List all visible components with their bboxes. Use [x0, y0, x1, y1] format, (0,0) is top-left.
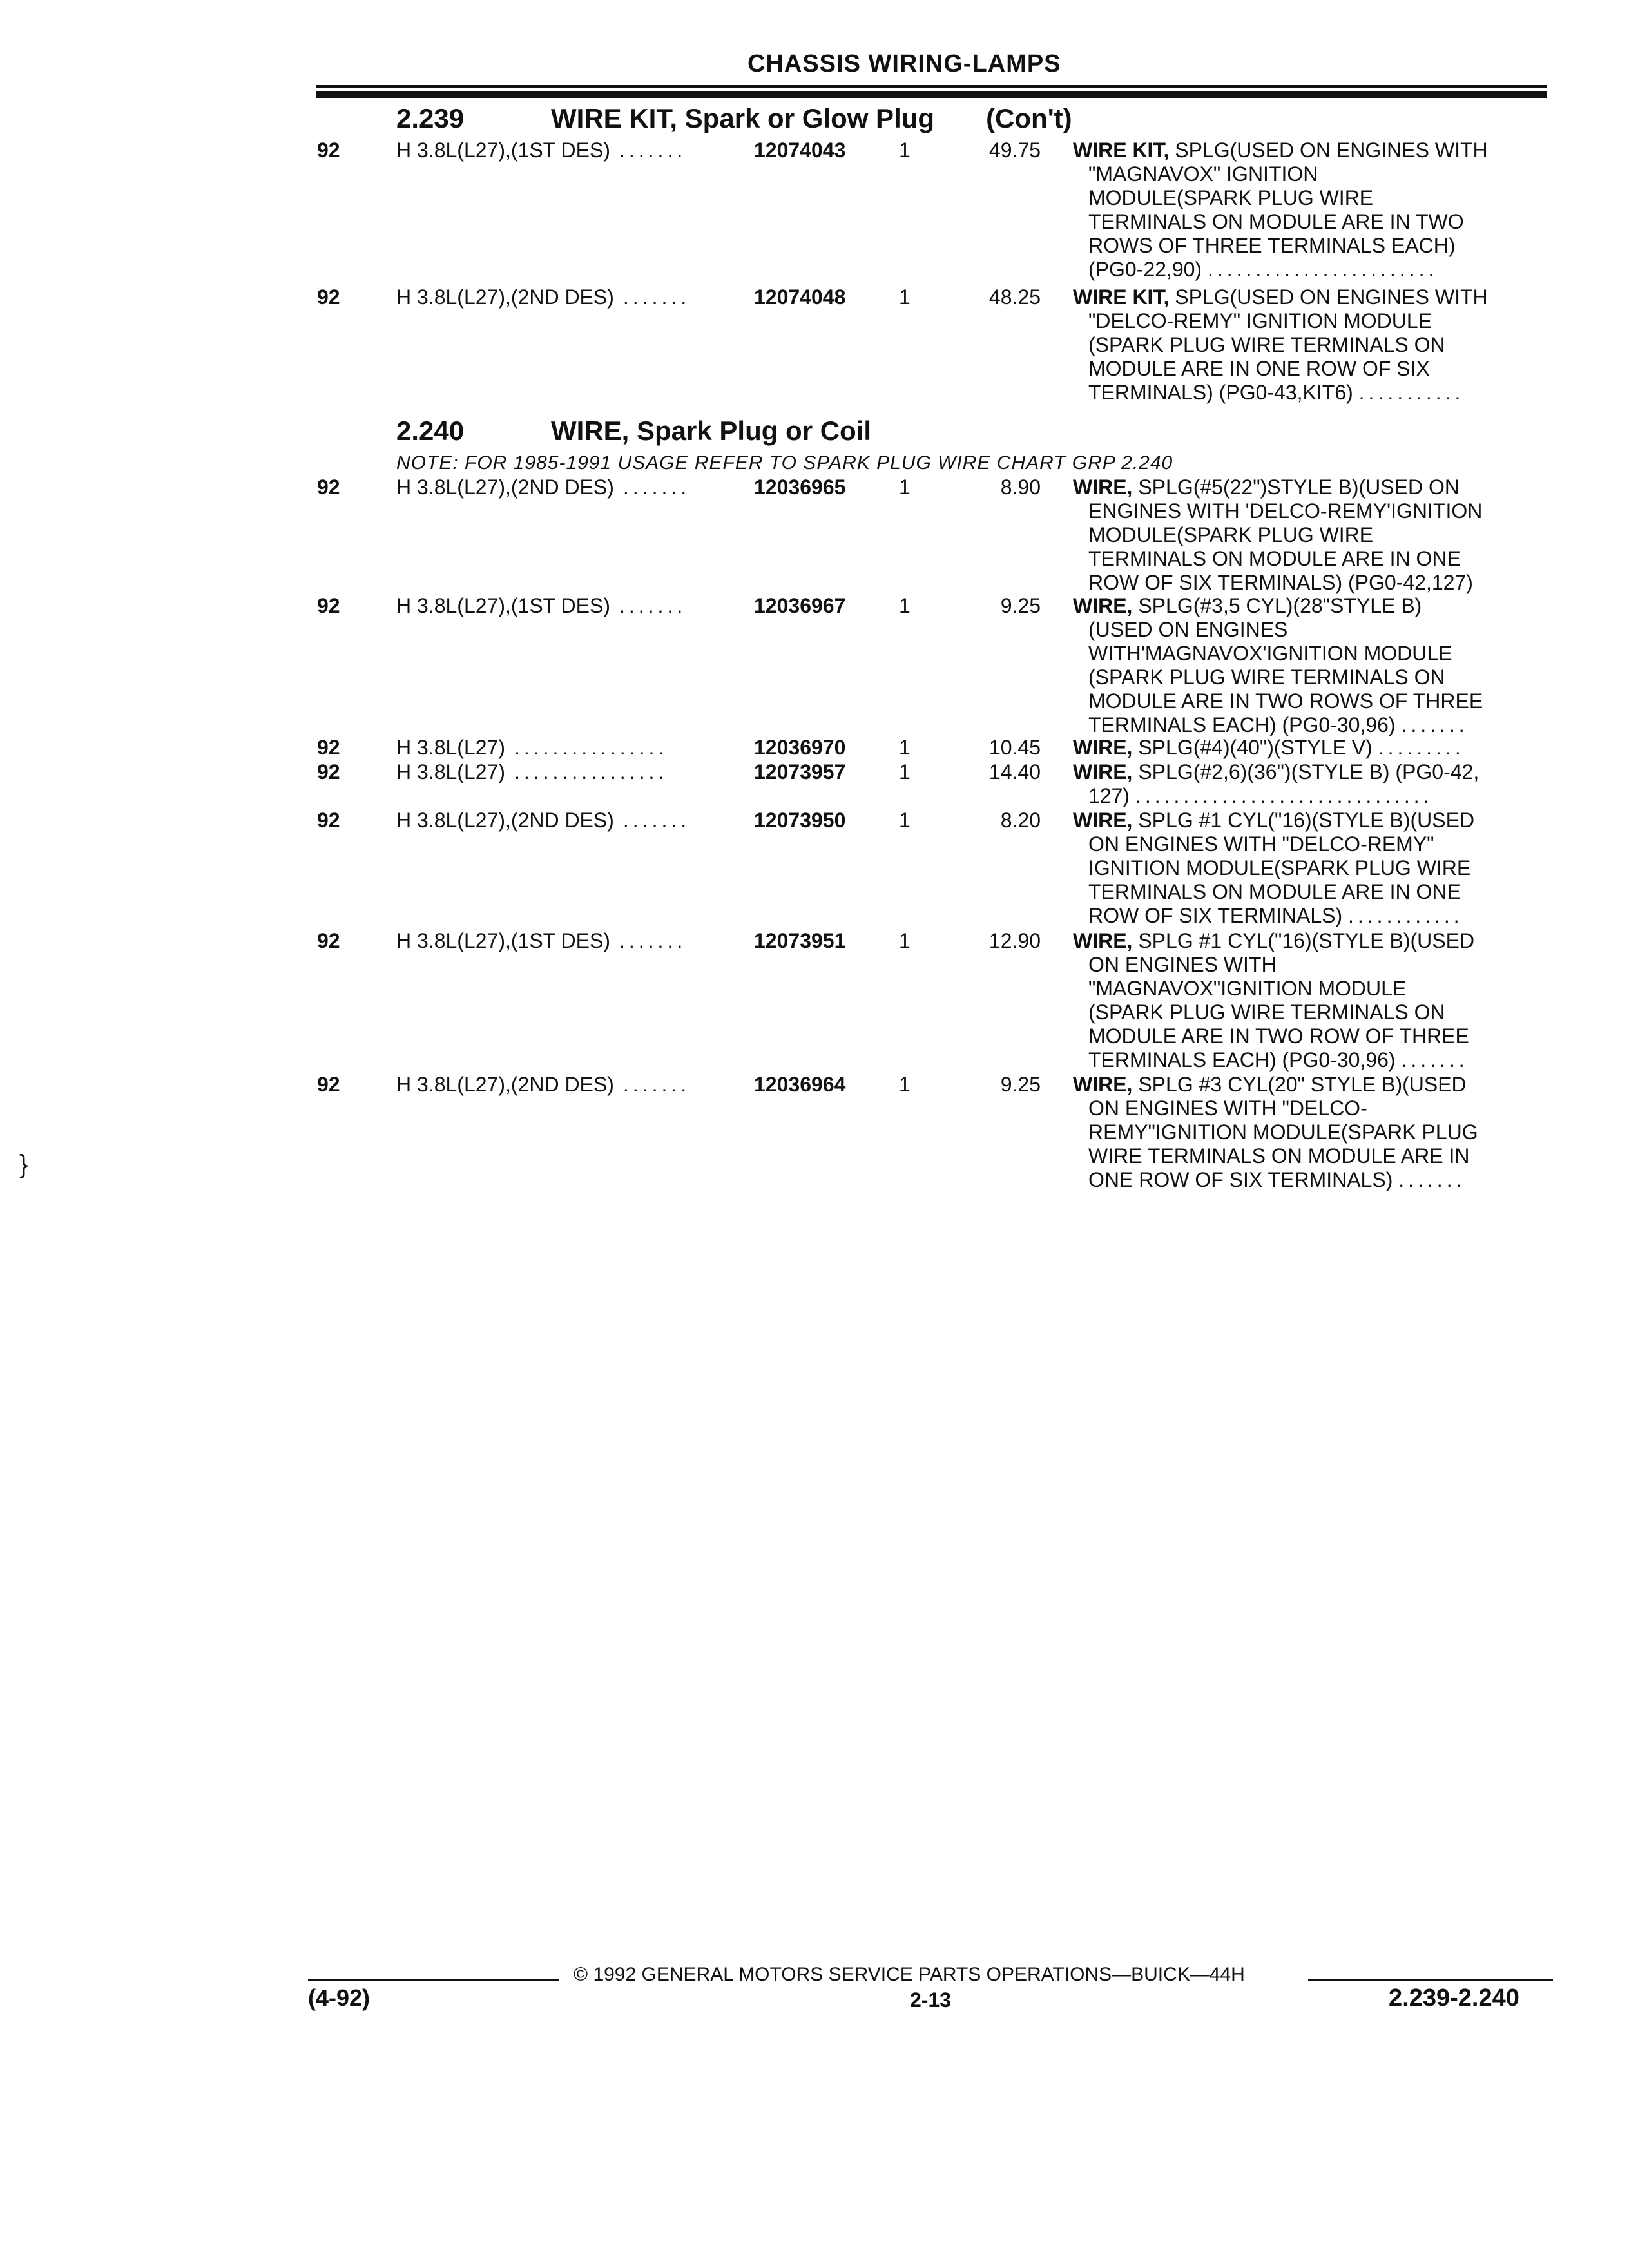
section-title: WIRE KIT, Spark or Glow Plug — [551, 103, 935, 133]
section-note: NOTE: FOR 1985-1991 USAGE REFER TO SPARK PLUG WIRE CHART GRP 2.240 — [396, 452, 1173, 474]
quantity: 1 — [899, 285, 911, 309]
part-description — [1073, 760, 1553, 808]
description-label: WIRE KIT, — [1073, 139, 1170, 162]
part-description — [1073, 594, 1553, 737]
footer-rule-right — [1308, 1979, 1553, 1981]
continued-label: (Con't) — [986, 103, 1072, 133]
price: 8.20 — [1000, 809, 1041, 832]
model-year: 92 — [317, 476, 340, 499]
description-line — [1073, 1001, 1553, 1024]
description-line — [1073, 689, 1553, 713]
engine-description — [396, 760, 668, 784]
description-line — [1073, 1168, 1553, 1192]
description-text: ON ENGINES WITH — [1088, 953, 1277, 976]
quantity: 1 — [899, 809, 911, 832]
description-text: WIRE TERMINALS ON MODULE ARE IN — [1088, 1144, 1470, 1168]
price: 8.90 — [1000, 476, 1041, 499]
description-line — [1073, 594, 1553, 618]
group-range: 2.239-2.240 — [1389, 1984, 1519, 2012]
model-year: 92 — [317, 285, 340, 309]
description-line — [1073, 953, 1553, 977]
description-line — [1073, 357, 1553, 381]
description-text: (SPARK PLUG WIRE TERMINALS ON — [1088, 333, 1445, 356]
description-text: ROWS OF THREE TERMINALS EACH) — [1088, 234, 1456, 257]
part-number: 12036967 — [754, 594, 846, 617]
description-line — [1073, 1048, 1553, 1072]
description-text: SPLG(USED ON ENGINES WITH — [1175, 285, 1488, 309]
leader-dots: ................ — [514, 760, 668, 783]
description-line — [1073, 929, 1553, 953]
quantity: 1 — [899, 139, 911, 162]
description-text: ENGINES WITH 'DELCO-REMY'IGNITION — [1088, 499, 1483, 523]
leader-dots: ....... — [619, 929, 687, 952]
leader-dots: ......... — [1378, 736, 1465, 759]
description-text: ON ENGINES WITH "DELCO- — [1088, 1097, 1367, 1120]
price: 12.90 — [988, 929, 1041, 952]
quantity: 1 — [899, 760, 911, 783]
description-label: WIRE, — [1073, 1073, 1133, 1096]
description-line — [1073, 309, 1553, 333]
description-text: TERMINALS ON MODULE ARE IN ONE — [1088, 547, 1461, 570]
engine-description — [396, 736, 668, 760]
description-text: SPLG #1 CYL("16)(STYLE B)(USED — [1138, 929, 1475, 952]
description-text: SPLG(USED ON ENGINES WITH — [1175, 139, 1488, 162]
description-line — [1073, 977, 1553, 1001]
part-description — [1073, 139, 1553, 282]
description-label: WIRE, — [1073, 809, 1133, 832]
description-line — [1073, 1120, 1553, 1144]
part-description — [1073, 476, 1553, 595]
engine-text: H 3.8L(L27),(2ND DES) — [396, 476, 614, 499]
price: 10.45 — [988, 736, 1041, 759]
description-line — [1073, 547, 1553, 571]
leader-dots: ........... — [1358, 381, 1465, 404]
description-line — [1073, 832, 1553, 856]
description-line — [1073, 333, 1553, 357]
description-line — [1073, 186, 1553, 210]
description-text: (SPARK PLUG WIRE TERMINALS ON — [1088, 666, 1445, 689]
description-text: TERMINALS) (PG0-43,KIT6) — [1088, 381, 1353, 404]
model-year: 92 — [317, 809, 340, 832]
description-line — [1073, 760, 1553, 784]
engine-description — [396, 139, 686, 162]
leader-dots: ....... — [619, 594, 687, 617]
model-year: 92 — [317, 1073, 340, 1096]
engine-description — [396, 1073, 690, 1097]
engine-description — [396, 476, 690, 499]
part-description — [1073, 285, 1553, 405]
description-line — [1073, 880, 1553, 904]
engine-text: H 3.8L(L27),(2ND DES) — [396, 809, 614, 832]
section-number: 2.240 — [396, 416, 465, 446]
leader-dots: ....... — [622, 1073, 691, 1096]
model-year: 92 — [317, 594, 340, 617]
description-text: "DELCO-REMY" IGNITION MODULE — [1088, 309, 1432, 332]
description-text: (USED ON ENGINES — [1088, 618, 1288, 641]
description-label: WIRE, — [1073, 929, 1133, 952]
section-heading-2-239 — [396, 103, 1072, 134]
description-text: SPLG(#3,5 CYL)(28"STYLE B) — [1138, 594, 1422, 617]
description-text: TERMINALS EACH) (PG0-30,96) — [1088, 713, 1396, 736]
description-line — [1073, 258, 1553, 282]
engine-text: H 3.8L(L27) — [396, 760, 505, 783]
part-description — [1073, 809, 1553, 928]
description-line — [1073, 285, 1553, 309]
description-line — [1073, 856, 1553, 880]
quantity: 1 — [899, 594, 911, 617]
header-rule — [316, 85, 1547, 88]
description-text: MODULE ARE IN ONE ROW OF SIX — [1088, 357, 1430, 380]
section-heading-2-240 — [396, 416, 871, 447]
description-text: SPLG(#4)(40")(STYLE V) — [1138, 736, 1373, 759]
description-text: WITH'MAGNAVOX'IGNITION MODULE — [1088, 642, 1452, 665]
leader-dots: ....... — [1401, 713, 1469, 736]
description-text: MODULE ARE IN TWO ROWS OF THREE — [1088, 689, 1483, 713]
part-number: 12036964 — [754, 1073, 846, 1096]
leader-dots: ....... — [622, 285, 691, 309]
description-label: WIRE, — [1073, 476, 1133, 499]
description-line — [1073, 642, 1553, 666]
description-text: 127) — [1088, 784, 1130, 807]
engine-description — [396, 594, 686, 618]
page-title: CHASSIS WIRING-LAMPS — [747, 50, 1061, 77]
quantity: 1 — [899, 1073, 911, 1096]
price: 9.25 — [1000, 1073, 1041, 1096]
description-line — [1073, 162, 1553, 186]
part-description — [1073, 736, 1553, 760]
part-description — [1073, 929, 1553, 1072]
engine-text: H 3.8L(L27),(1ST DES) — [396, 139, 610, 162]
price: 14.40 — [988, 760, 1041, 783]
leader-dots: ....... — [622, 809, 691, 832]
description-text: MODULE ARE IN TWO ROW OF THREE — [1088, 1024, 1469, 1048]
description-label: WIRE KIT, — [1073, 285, 1170, 309]
description-line — [1073, 499, 1553, 523]
engine-description — [396, 929, 686, 953]
part-number: 12074043 — [754, 139, 846, 162]
part-number: 12073950 — [754, 809, 846, 832]
price: 48.25 — [988, 285, 1041, 309]
part-number: 12036965 — [754, 476, 846, 499]
engine-text: H 3.8L(L27),(1ST DES) — [396, 594, 610, 617]
description-line — [1073, 809, 1553, 832]
description-text: TERMINALS EACH) (PG0-30,96) — [1088, 1048, 1396, 1072]
part-description — [1073, 1073, 1553, 1192]
description-text: SPLG(#2,6)(36")(STYLE B) (PG0-42, — [1138, 760, 1480, 783]
leader-dots: ....... — [619, 139, 687, 162]
description-text: MODULE(SPARK PLUG WIRE — [1088, 186, 1374, 209]
leader-dots: ................ — [514, 736, 668, 759]
description-text: "MAGNAVOX"IGNITION MODULE — [1088, 977, 1407, 1000]
part-number: 12074048 — [754, 285, 846, 309]
description-line — [1073, 1073, 1553, 1097]
engine-description — [396, 809, 690, 832]
price: 49.75 — [988, 139, 1041, 162]
description-line — [1073, 784, 1553, 808]
quantity: 1 — [899, 929, 911, 952]
description-text: SPLG(#5(22")STYLE B)(USED ON — [1138, 476, 1460, 499]
description-text: ROW OF SIX TERMINALS) (PG0-42,127) — [1088, 571, 1473, 594]
description-line — [1073, 476, 1553, 499]
description-line — [1073, 1144, 1553, 1168]
description-text: TERMINALS ON MODULE ARE IN ONE — [1088, 880, 1461, 903]
description-line — [1073, 713, 1553, 737]
description-text: TERMINALS ON MODULE ARE IN TWO — [1088, 210, 1464, 233]
description-line — [1073, 523, 1553, 547]
description-text: REMY"IGNITION MODULE(SPARK PLUG — [1088, 1120, 1478, 1144]
engine-text: H 3.8L(L27),(2ND DES) — [396, 285, 614, 309]
engine-text: H 3.8L(L27),(1ST DES) — [396, 929, 610, 952]
description-line — [1073, 381, 1553, 405]
leader-dots: ........................ — [1207, 258, 1438, 281]
description-text: (PG0-22,90) — [1088, 258, 1202, 281]
engine-text: H 3.8L(L27),(2ND DES) — [396, 1073, 614, 1096]
description-line — [1073, 234, 1553, 258]
description-line — [1073, 139, 1553, 162]
section-title: WIRE, Spark Plug or Coil — [551, 416, 872, 446]
leader-dots: ....... — [1398, 1168, 1466, 1191]
quantity: 1 — [899, 736, 911, 759]
footer-rule-left — [308, 1979, 559, 1981]
description-text: SPLG #3 CYL(20" STYLE B)(USED — [1138, 1073, 1467, 1096]
leader-dots: ....... — [622, 476, 691, 499]
description-text: ON ENGINES WITH "DELCO-REMY" — [1088, 832, 1434, 856]
part-number: 12073951 — [754, 929, 846, 952]
leader-dots: ............ — [1348, 904, 1463, 927]
description-line — [1073, 1097, 1553, 1120]
description-text: SPLG #1 CYL("16)(STYLE B)(USED — [1138, 809, 1475, 832]
model-year: 92 — [317, 929, 340, 952]
model-year: 92 — [317, 736, 340, 759]
price: 9.25 — [1000, 594, 1041, 617]
description-text: "MAGNAVOX" IGNITION — [1088, 162, 1318, 186]
header-rule-thick — [316, 91, 1547, 98]
description-text: ONE ROW OF SIX TERMINALS) — [1088, 1168, 1393, 1191]
engine-description — [396, 285, 690, 309]
part-number: 12036970 — [754, 736, 846, 759]
description-line — [1073, 571, 1553, 595]
description-line — [1073, 1024, 1553, 1048]
description-line — [1073, 904, 1553, 928]
quantity: 1 — [899, 476, 911, 499]
model-year: 92 — [317, 760, 340, 783]
margin-mark: } — [19, 1150, 28, 1178]
description-line — [1073, 210, 1553, 234]
description-label: WIRE, — [1073, 594, 1133, 617]
description-line — [1073, 666, 1553, 689]
copyright-notice: © 1992 GENERAL MOTORS SERVICE PARTS OPERATIONS—BUICK—44H — [574, 1964, 1245, 1985]
description-line — [1073, 736, 1553, 760]
description-text: MODULE(SPARK PLUG WIRE — [1088, 523, 1374, 546]
description-text: (SPARK PLUG WIRE TERMINALS ON — [1088, 1001, 1445, 1024]
description-label: WIRE, — [1073, 736, 1133, 759]
engine-text: H 3.8L(L27) — [396, 736, 505, 759]
page-number: 2-13 — [910, 1988, 952, 2012]
leader-dots: ............................... — [1135, 784, 1433, 807]
section-number: 2.239 — [396, 103, 465, 133]
part-number: 12073957 — [754, 760, 846, 783]
model-year: 92 — [317, 139, 340, 162]
footer-date: (4-92) — [308, 1984, 371, 2011]
description-text: ROW OF SIX TERMINALS) — [1088, 904, 1343, 927]
description-label: WIRE, — [1073, 760, 1133, 783]
description-line — [1073, 618, 1553, 642]
description-text: IGNITION MODULE(SPARK PLUG WIRE — [1088, 856, 1471, 879]
leader-dots: ....... — [1401, 1048, 1469, 1072]
